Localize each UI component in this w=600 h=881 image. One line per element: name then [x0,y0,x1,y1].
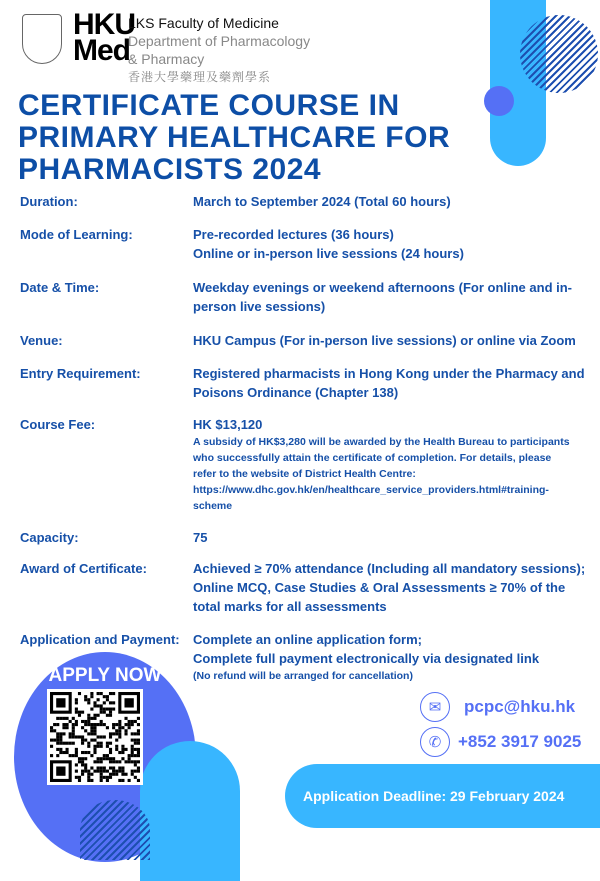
detail-label: Application and Payment: [20,632,180,647]
detail-line: Registered pharmacists in Hong Kong under the Pharmacy and [193,366,585,381]
detail-value [193,278,593,316]
detail-label: Venue: [20,333,63,348]
detail-line: Weekday evenings or weekend afternoons (For online and in- [193,280,572,295]
department-chinese: 香港大學藥理及藥劑學系 [128,70,272,84]
deadline-text: Application Deadline: 29 February 2024 [303,788,565,804]
detail-label: Date & Time: [20,280,100,295]
detail-note: https://www.dhc.gov.hk/en/healthcare_service_providers.html#training- [193,484,549,496]
detail-value [193,331,593,350]
detail-line: total marks for all assessments [193,599,387,614]
detail-line: Complete full payment electronically via designated link [193,651,540,666]
hku-crest-logo [22,14,62,64]
detail-line: Pre-recorded lectures (36 hours) [193,227,394,242]
detail-value [193,364,593,402]
phone-icon: ✆ [420,727,450,757]
detail-line: Achieved ≥ 70% attendance (Including all mandatory sessions); [193,561,586,576]
detail-label: Course Fee: [20,417,96,432]
phone-number[interactable]: +852 3917 9025 [458,732,582,751]
detail-value [193,225,593,263]
detail-note: (No refund will be arranged for cancellation) [193,670,413,682]
detail-note: who successfully attain the certificate of completion. For details, please [193,452,552,464]
title-line: PRIMARY HEALTHCARE FOR [18,121,451,154]
detail-line: person live sessions) [193,299,326,314]
phone-contact[interactable] [420,727,581,757]
envelope-icon: ✉ [420,692,450,722]
email-contact[interactable] [420,692,575,722]
detail-label: Capacity: [20,530,79,545]
hkumed-logo [73,8,135,67]
detail-line: 75 [193,530,208,545]
decorative-striped-circle [520,15,598,93]
detail-note: scheme [193,500,233,512]
logo-line-2: Med [73,34,130,67]
detail-value [193,528,593,547]
detail-value [193,192,593,211]
qr-code-image [50,692,140,782]
detail-label: Award of Certificate: [20,561,147,576]
detail-line: March to September 2024 (Total 60 hours) [193,194,451,209]
department-line-1: Department of Pharmacology [128,33,311,49]
detail-value [193,415,593,514]
detail-line: Complete an online application form; [193,632,422,647]
decorative-pill-bottom [140,741,240,881]
apply-qr-code[interactable] [47,689,143,785]
decorative-stripes-bottom [80,800,150,860]
apply-now-heading: APPLY NOW [48,665,162,686]
application-deadline-banner [285,764,600,828]
email-link[interactable]: pcpc@hku.hk [464,697,576,716]
detail-line: HKU Campus (For in-person live sessions) or online via Zoom [193,333,576,348]
detail-label: Duration: [20,194,78,209]
faculty-block [128,14,310,86]
detail-label: Entry Requirement: [20,366,141,381]
logo-line-1: HKU [73,8,135,41]
detail-value [193,630,593,684]
detail-label: Mode of Learning: [20,227,133,242]
decorative-dot [484,86,514,116]
detail-value [193,559,593,616]
title-line: CERTIFICATE COURSE IN [18,89,400,122]
detail-line: Online MCQ, Case Studies & Oral Assessments ≥ 70% of the [193,580,566,595]
page-title [18,90,450,186]
detail-note: A subsidy of HK$3,280 will be awarded by the Health Bureau to participants [193,436,570,448]
detail-line: Poisons Ordinance (Chapter 138) [193,385,399,400]
detail-line: Online or in-person live sessions (24 hours) [193,246,464,261]
detail-line: HK $13,120 [193,417,263,432]
detail-note: refer to the website of District Health Centre: [193,468,416,480]
title-line: PHARMACISTS 2024 [18,153,322,186]
department-line-2: & Pharmacy [128,51,205,67]
faculty-name: LKS Faculty of Medicine [128,15,279,31]
